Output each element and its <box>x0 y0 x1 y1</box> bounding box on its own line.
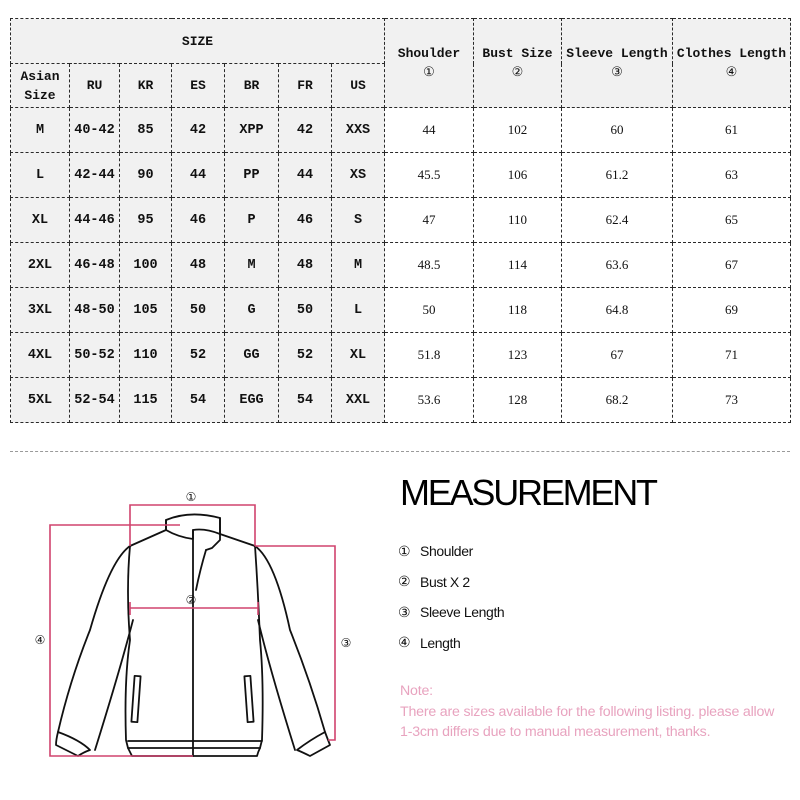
clothes-length-header-label: Clothes Length <box>676 46 787 61</box>
table-cell: 46 <box>279 198 332 243</box>
table-cell: 46-48 <box>70 243 120 288</box>
clothes-length-header <box>673 19 791 108</box>
table-cell: 65 <box>673 198 791 243</box>
table-cell: 63.6 <box>562 243 673 288</box>
table-cell: 85 <box>120 108 172 153</box>
marker-3-icon: ③ <box>398 603 411 620</box>
sleeve-header-label: Sleeve Length <box>566 46 668 61</box>
table-cell: 115 <box>120 378 172 423</box>
table-cell: 71 <box>673 333 791 378</box>
table-cell: L <box>11 153 70 198</box>
table-cell: 48-50 <box>70 288 120 333</box>
measurement-title: MEASUREMENT <box>400 472 656 513</box>
asian-size-header-line1: Asian <box>20 68 60 84</box>
table-cell: XPP <box>225 108 279 153</box>
note-line-2: 1-3cm differs due to manual measurement, thanks. <box>400 724 711 740</box>
table-row <box>11 108 791 153</box>
diagram-marker-2-icon: ② <box>185 593 197 607</box>
table-cell: 2XL <box>11 243 70 288</box>
table-cell: 40-42 <box>70 108 120 153</box>
table-cell: 61 <box>673 108 791 153</box>
kr-header: KR <box>120 64 172 108</box>
marker-3-icon: ③ <box>611 65 623 80</box>
jacket-icon <box>56 514 330 756</box>
table-cell: PP <box>225 153 279 198</box>
table-cell: 102 <box>474 108 562 153</box>
table-row <box>11 198 791 243</box>
table-cell: 106 <box>474 153 562 198</box>
note-line-1: There are sizes available for the following listing. please allow <box>400 703 775 720</box>
jacket-measurement-diagram <box>0 440 380 800</box>
table-cell: 54 <box>172 378 225 423</box>
table-cell: 4XL <box>11 333 70 378</box>
table-cell: XS <box>332 153 385 198</box>
marker-4-icon: ④ <box>398 634 411 651</box>
table-cell: 63 <box>673 153 791 198</box>
diagram-marker-4-icon: ④ <box>34 633 46 647</box>
ru-header: RU <box>70 64 120 108</box>
size-chart-table <box>10 18 791 423</box>
fr-header: FR <box>279 64 332 108</box>
table-cell: S <box>332 198 385 243</box>
asian-size-header <box>11 64 70 108</box>
table-cell: XL <box>11 198 70 243</box>
table-cell: 67 <box>673 243 791 288</box>
table-cell: 110 <box>120 333 172 378</box>
legend-label: Shoulder <box>420 543 473 560</box>
bust-header-label: Bust Size <box>482 46 553 61</box>
table-cell: 100 <box>120 243 172 288</box>
table-cell: 44-46 <box>70 198 120 243</box>
table-cell: 53.6 <box>385 378 474 423</box>
table-cell: 42-44 <box>70 153 120 198</box>
table-cell: 61.2 <box>562 153 673 198</box>
table-cell: 50-52 <box>70 333 120 378</box>
marker-4-icon: ④ <box>725 65 738 80</box>
table-cell: 52-54 <box>70 378 120 423</box>
table-cell: 90 <box>120 153 172 198</box>
table-cell: M <box>11 108 70 153</box>
bust-header <box>474 19 562 108</box>
table-cell: M <box>332 243 385 288</box>
table-cell: 50 <box>385 288 474 333</box>
es-header: ES <box>172 64 225 108</box>
table-cell: GG <box>225 333 279 378</box>
table-cell: 50 <box>279 288 332 333</box>
table-cell: 105 <box>120 288 172 333</box>
table-cell: 64.8 <box>562 288 673 333</box>
table-cell: 3XL <box>11 288 70 333</box>
measurement-legend <box>398 536 504 658</box>
table-cell: 48 <box>279 243 332 288</box>
table-cell: 48 <box>172 243 225 288</box>
note-heading: Note: <box>400 683 433 699</box>
marker-2-icon: ② <box>511 65 524 80</box>
table-cell: 45.5 <box>385 153 474 198</box>
legend-item-sleeve <box>398 597 504 628</box>
diagram-marker-1-icon: ① <box>185 490 197 504</box>
marker-1-icon: ① <box>398 542 411 559</box>
shoulder-header <box>385 19 474 108</box>
table-row <box>11 378 791 423</box>
table-cell: 60 <box>562 108 673 153</box>
table-cell: 48.5 <box>385 243 474 288</box>
table-cell: 47 <box>385 198 474 243</box>
table-cell: 128 <box>474 378 562 423</box>
table-cell: 42 <box>172 108 225 153</box>
shoulder-header-label: Shoulder <box>397 46 461 61</box>
table-row <box>11 333 791 378</box>
size-group-header: SIZE <box>11 19 385 64</box>
table-cell: M <box>225 243 279 288</box>
table-cell: 110 <box>474 198 562 243</box>
marker-1-icon: ① <box>423 65 435 80</box>
table-cell: P <box>225 198 279 243</box>
table-cell: XXL <box>332 378 385 423</box>
asian-size-header-line2: Size <box>24 87 56 103</box>
legend-label: Sleeve Length <box>420 604 505 621</box>
table-cell: 123 <box>474 333 562 378</box>
table-cell: 67 <box>562 333 673 378</box>
table-cell: 50 <box>172 288 225 333</box>
marker-2-icon: ② <box>398 573 411 590</box>
table-cell: 95 <box>120 198 172 243</box>
legend-item-bust <box>398 567 504 598</box>
table-cell: 42 <box>279 108 332 153</box>
legend-label: Bust X 2 <box>420 573 470 590</box>
table-cell: 44 <box>172 153 225 198</box>
table-cell: 46 <box>172 198 225 243</box>
table-cell: 5XL <box>11 378 70 423</box>
br-header: BR <box>225 64 279 108</box>
legend-item-shoulder <box>398 536 504 567</box>
table-row <box>11 243 791 288</box>
table-cell: 44 <box>279 153 332 198</box>
diagram-marker-3-icon: ③ <box>340 636 352 650</box>
table-cell: 62.4 <box>562 198 673 243</box>
sleeve-header <box>562 19 673 108</box>
table-cell: 51.8 <box>385 333 474 378</box>
note-block <box>400 681 800 743</box>
table-cell: 44 <box>385 108 474 153</box>
table-cell: 69 <box>673 288 791 333</box>
table-cell: G <box>225 288 279 333</box>
legend-item-length <box>398 628 504 659</box>
table-cell: 114 <box>474 243 562 288</box>
table-cell: XXS <box>332 108 385 153</box>
table-cell: 68.2 <box>562 378 673 423</box>
legend-label: Length <box>420 634 461 651</box>
table-cell: 73 <box>673 378 791 423</box>
table-cell: XL <box>332 333 385 378</box>
table-row <box>11 288 791 333</box>
table-cell: L <box>332 288 385 333</box>
table-cell: 52 <box>279 333 332 378</box>
table-cell: EGG <box>225 378 279 423</box>
table-cell: 118 <box>474 288 562 333</box>
table-row <box>11 153 791 198</box>
us-header: US <box>332 64 385 108</box>
table-cell: 52 <box>172 333 225 378</box>
table-cell: 54 <box>279 378 332 423</box>
